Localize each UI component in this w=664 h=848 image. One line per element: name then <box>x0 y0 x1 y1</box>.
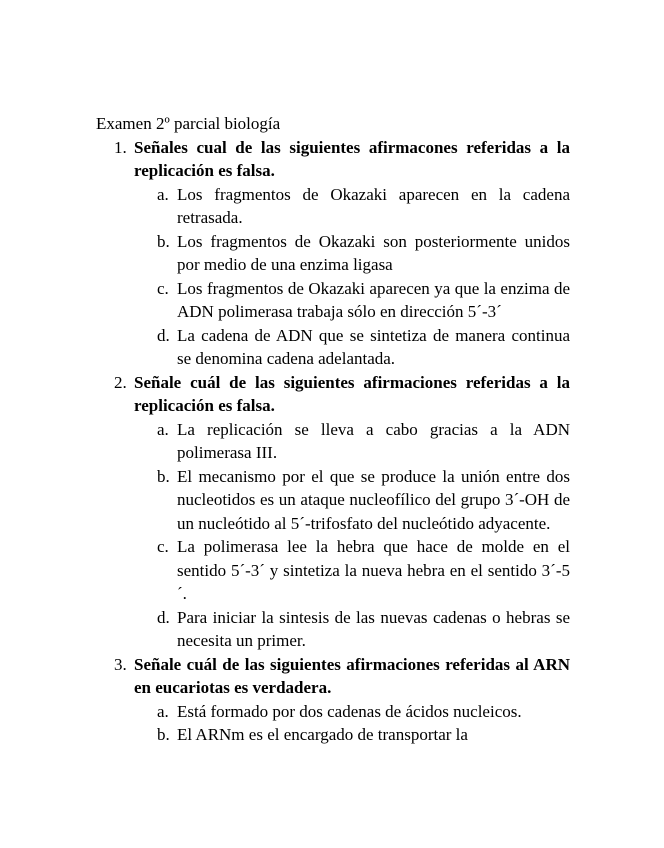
option-text: Los fragmentos de Okazaki aparecen en la cadena retrasada. <box>177 184 570 227</box>
question-number: 3. <box>114 654 127 674</box>
question-2 <box>96 371 570 653</box>
option-item <box>96 324 570 371</box>
option-text: Para iniciar la sintesis de las nuevas cadenas o hebras se necesita un primer. <box>177 607 570 650</box>
option-list <box>96 700 570 747</box>
option-letter: b. <box>157 231 170 251</box>
option-letter: a. <box>157 184 169 204</box>
option-item <box>96 418 570 465</box>
option-item <box>96 230 570 277</box>
option-item <box>96 277 570 324</box>
option-text: Los fragmentos de Okazaki son posteriormente unidos por medio de una enzima ligasa <box>177 231 570 274</box>
question-text: 3. Señale cuál de las siguientes afirmaciones referidas al ARN en eucariotas es verdadera. <box>114 654 570 697</box>
option-letter: c. <box>157 278 169 298</box>
exam-title: Examen 2º parcial biología <box>96 114 281 133</box>
option-letter: a. <box>157 419 169 439</box>
option-item <box>96 183 570 230</box>
option-letter: c. <box>157 537 169 556</box>
option-letter: b. <box>157 466 170 486</box>
exam-page <box>96 112 570 747</box>
option-item <box>96 606 570 653</box>
option-letter: d. <box>157 325 170 345</box>
option-item <box>96 535 570 606</box>
option-item <box>96 700 570 724</box>
option-text: La polimerasa lee la hebra que hace de molde en el sentido 5´-3´ y sintetiza la nueva hebra en el sentido 3´-5´. <box>177 537 570 603</box>
option-text: El ARNm es el encargado de transportar la <box>177 725 468 744</box>
option-letter: a. <box>157 701 169 721</box>
question-1 <box>96 136 570 371</box>
question-number: 1. <box>114 137 127 157</box>
option-text: Los fragmentos de Okazaki aparecen ya que la enzima de ADN polimerasa trabaja sólo en dirección 5´-3´ <box>177 278 570 321</box>
question-text: 2. Señale cuál de las siguientes afirmaciones referidas a la replicación es falsa. <box>114 372 570 415</box>
option-letter: d. <box>157 607 170 627</box>
option-text: La replicación se lleva a cabo gracias a la ADN polimerasa III. <box>177 419 570 462</box>
option-text: La cadena de ADN que se sintetiza de manera continua se denomina cadena adelantada. <box>177 325 570 368</box>
question-3 <box>96 653 570 747</box>
option-list <box>96 418 570 653</box>
option-text: Está formado por dos cadenas de ácidos nucleicos. <box>177 701 522 721</box>
option-letter: b. <box>157 725 170 744</box>
option-item <box>96 723 570 747</box>
option-item <box>96 465 570 536</box>
option-text: El mecanismo por el que se produce la unión entre dos nucleotidos es un ataque nucleofílico del grupo 3´-OH de un nucleótido al 5´-trifosfato del nucleótido adyacente. <box>177 466 570 533</box>
option-list <box>96 183 570 371</box>
question-text: 1. Señales cual de las siguientes afirmacones referidas a la replicación es falsa. <box>114 137 570 180</box>
question-number: 2. <box>114 372 127 392</box>
